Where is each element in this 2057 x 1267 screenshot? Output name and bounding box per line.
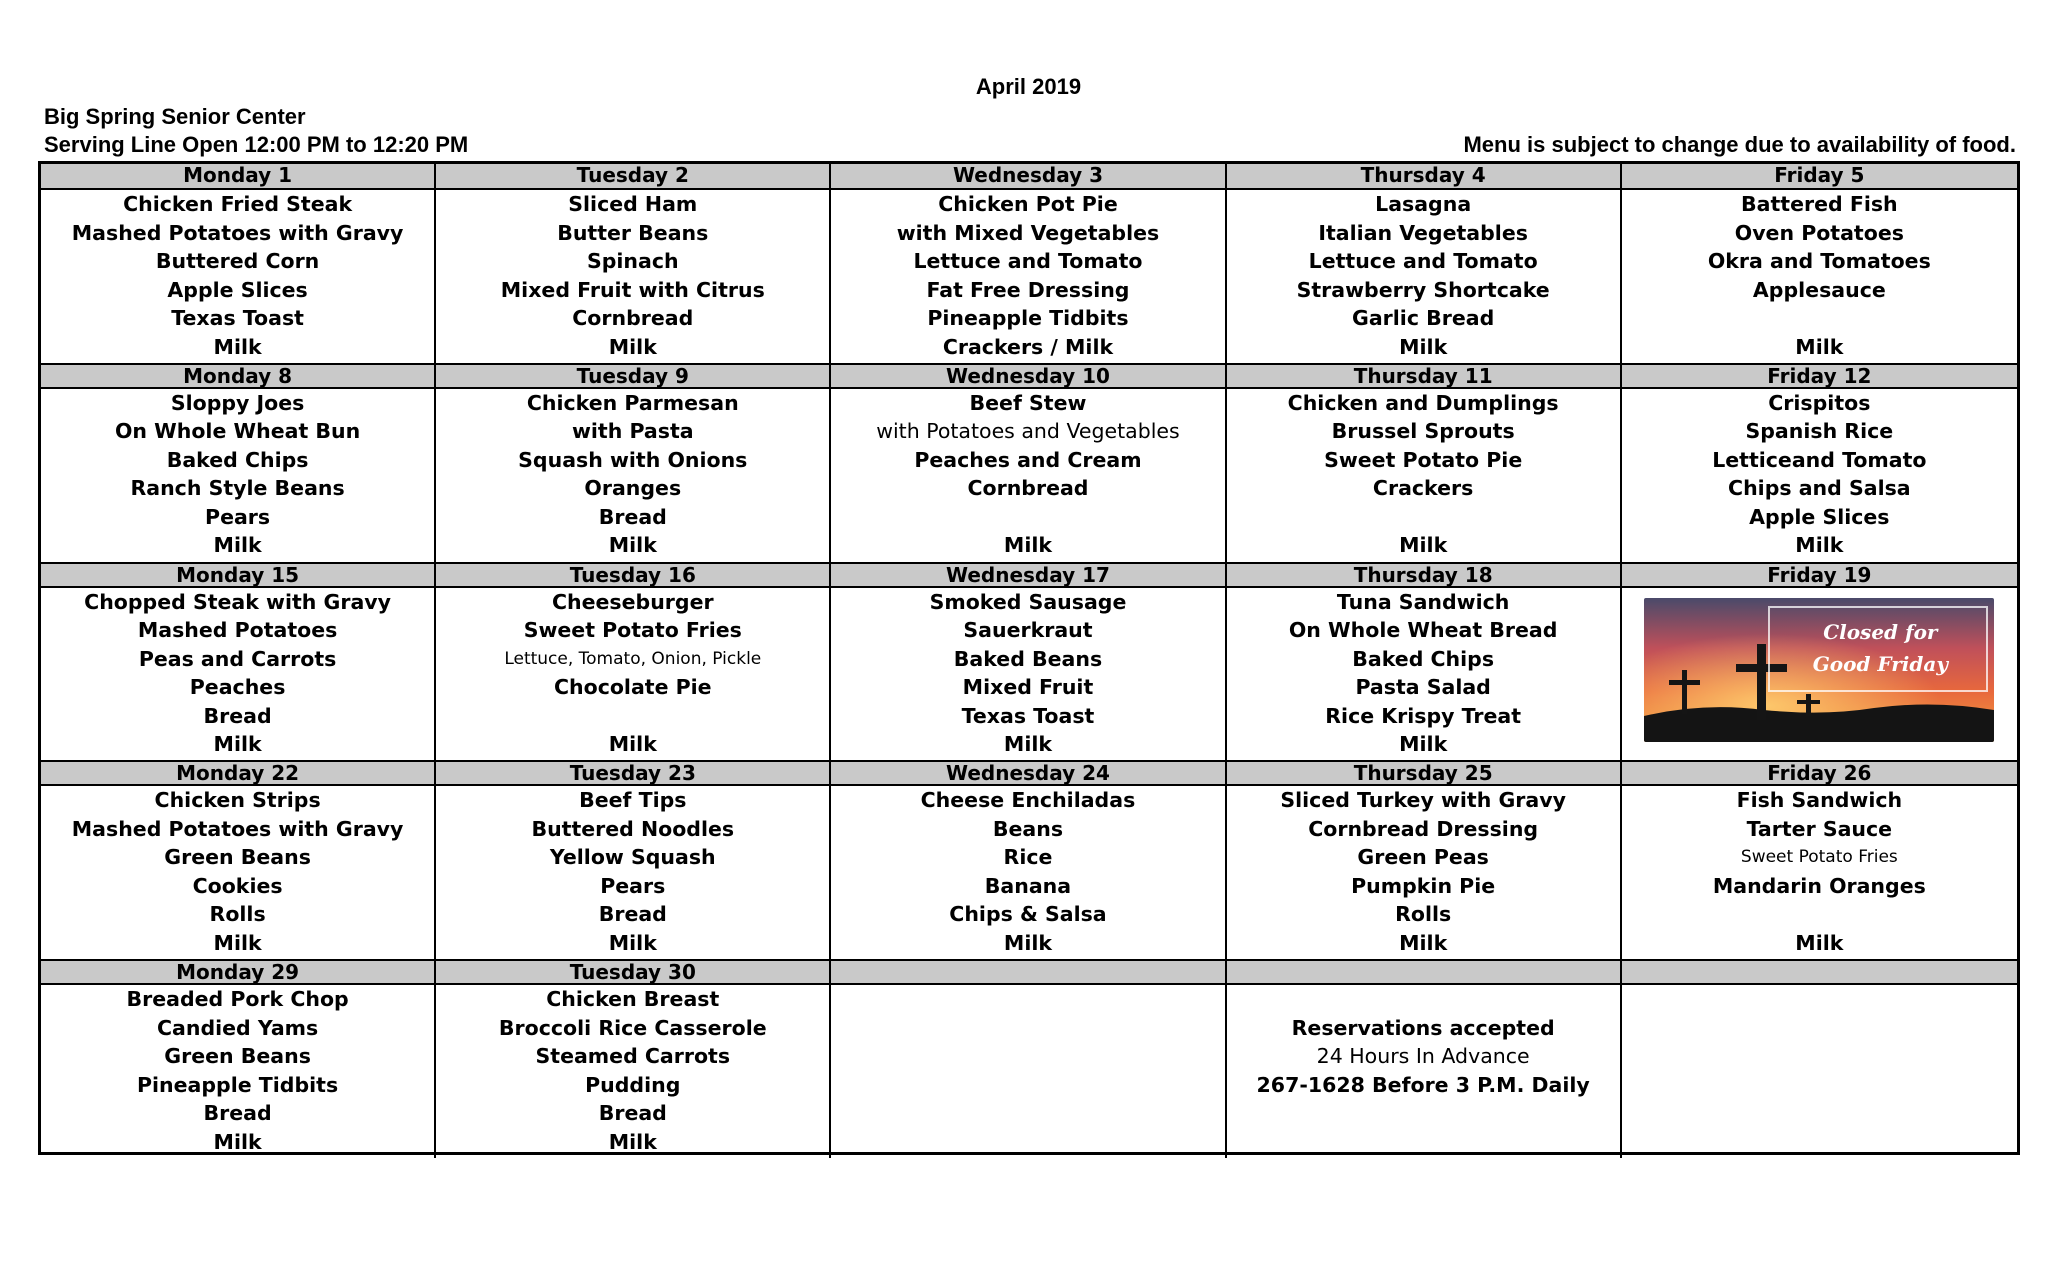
menu-items xyxy=(436,786,829,959)
menu-item: Spanish Rice xyxy=(1745,419,1894,444)
day-header: Thursday 18 xyxy=(1227,562,1620,588)
menu-item: Bread xyxy=(598,504,667,529)
menu-item: Cheese Enchiladas xyxy=(920,788,1136,813)
day-cell xyxy=(831,363,1226,562)
day-header: Wednesday 17 xyxy=(831,562,1224,588)
day-header xyxy=(1227,959,1620,985)
day-cell xyxy=(436,164,831,363)
menu-item: Apple Slices xyxy=(167,277,308,302)
menu-item: Garlic Bread xyxy=(1352,306,1495,330)
menu-item: Crackers xyxy=(1372,476,1474,501)
menu-item: Milk xyxy=(213,732,262,757)
menu-item: Milk xyxy=(608,732,657,757)
menu-item: Applesauce xyxy=(1752,277,1886,302)
menu-item: 267-1628 Before 3 P.M. Daily xyxy=(1256,1072,1590,1097)
menu-item: Baked Chips xyxy=(166,447,309,472)
menu-item: Ranch Style Beans xyxy=(130,476,345,501)
menu-item: Lasagna xyxy=(1375,192,1472,216)
menu-items xyxy=(831,786,1224,959)
menu-items xyxy=(1622,985,2017,1158)
day-header xyxy=(831,959,1224,985)
menu-item: On Whole Wheat Bun xyxy=(114,419,361,444)
day-header: Monday 1 xyxy=(41,164,434,190)
day-header: Tuesday 9 xyxy=(436,363,829,389)
menu-item: Chocolate Pie xyxy=(553,675,712,700)
menu-item: Cheeseburger xyxy=(551,589,714,614)
menu-item: Texas Toast xyxy=(961,703,1095,728)
menu-item xyxy=(831,1071,1224,1099)
menu-item: Buttered Noodles xyxy=(531,816,735,841)
menu-item xyxy=(1622,1099,2017,1127)
menu-item xyxy=(1622,900,2017,928)
menu-items xyxy=(41,190,434,363)
menu-items xyxy=(1227,588,1620,761)
menu-item xyxy=(436,702,829,730)
menu-item: Milk xyxy=(1795,930,1844,955)
day-header: Monday 8 xyxy=(41,363,434,389)
menu-items xyxy=(831,985,1224,1158)
menu-items xyxy=(1227,190,1620,363)
menu-item: with Mixed Vegetables xyxy=(896,220,1160,245)
menu-item xyxy=(1227,1099,1620,1127)
day-cell xyxy=(436,760,831,959)
menu-item: Breaded Pork Chop xyxy=(126,987,349,1012)
menu-item: Chopped Steak with Gravy xyxy=(84,589,392,614)
day-cell xyxy=(436,363,831,562)
day-header: Wednesday 10 xyxy=(831,363,1224,389)
menu-item: On Whole Wheat Bread xyxy=(1288,618,1558,643)
day-header: Thursday 25 xyxy=(1227,760,1620,786)
closed-notice xyxy=(1790,616,1970,680)
day-header: Tuesday 30 xyxy=(436,959,829,985)
menu-items xyxy=(831,190,1224,363)
menu-item: Apple Slices xyxy=(1749,504,1890,529)
menu-item: Chicken and Dumplings xyxy=(1287,390,1559,415)
week-row xyxy=(41,760,2017,959)
menu-items xyxy=(436,389,829,562)
closed-notice-line: Closed for xyxy=(1823,619,1938,644)
menu-item xyxy=(1622,1128,2017,1156)
menu-item: Steamed Carrots xyxy=(535,1044,731,1069)
menu-item: Bread xyxy=(203,1101,272,1126)
menu-item: Lettuce and Tomato xyxy=(1308,249,1538,273)
day-header: Tuesday 23 xyxy=(436,760,829,786)
menu-item: Cookies xyxy=(192,873,283,898)
week-row xyxy=(41,363,2017,562)
day-header: Friday 12 xyxy=(1622,363,2017,389)
menu-item: Okra and Tomatoes xyxy=(1707,249,1931,273)
menu-item: Mashed Potatoes with Gravy xyxy=(71,816,404,841)
menu-item xyxy=(831,1099,1224,1127)
day-header: Thursday 11 xyxy=(1227,363,1620,389)
menu-item: Milk xyxy=(213,1129,262,1154)
day-cell xyxy=(41,959,436,1158)
day-header: Wednesday 24 xyxy=(831,760,1224,786)
menu-item: Battered Fish xyxy=(1741,192,1898,216)
menu-item: Strawberry Shortcake xyxy=(1296,277,1550,302)
menu-item: Milk xyxy=(1003,732,1053,757)
menu-item: Baked Beans xyxy=(953,646,1103,671)
menu-item: Bread xyxy=(598,1101,667,1126)
day-cell xyxy=(1227,164,1622,363)
menu-item: Milk xyxy=(1399,334,1448,359)
menu-item: Milk xyxy=(213,930,262,955)
menu-item: Letticeand Tomato xyxy=(1712,447,1927,472)
menu-item: Brussel Sprouts xyxy=(1331,419,1515,444)
menu-item: Peas and Carrots xyxy=(138,646,337,671)
menu-item: Tarter Sauce xyxy=(1746,816,1893,841)
menu-item: Rice Krispy Treat xyxy=(1325,703,1522,728)
menu-item xyxy=(1622,985,2017,1013)
menu-item: Peaches xyxy=(189,675,286,700)
menu-item: Fat Free Dressing xyxy=(926,277,1130,302)
menu-item: Lettuce and Tomato xyxy=(913,249,1143,273)
day-cell xyxy=(436,562,831,761)
day-header: Tuesday 16 xyxy=(436,562,829,588)
menu-item: Cornbread Dressing xyxy=(1308,816,1539,841)
day-header: Friday 5 xyxy=(1622,164,2017,190)
day-cell xyxy=(1227,363,1622,562)
menu-item: Yellow Squash xyxy=(549,845,716,870)
menu-item: Milk xyxy=(1399,533,1448,558)
center-name: Big Spring Senior Center xyxy=(44,104,306,129)
menu-item: 24 Hours In Advance xyxy=(1316,1044,1530,1069)
menu-item: Chips & Salsa xyxy=(949,902,1107,927)
menu-items xyxy=(1622,190,2017,363)
menu-item: Milk xyxy=(608,533,657,558)
day-header: Monday 15 xyxy=(41,562,434,588)
day-cell xyxy=(41,562,436,761)
menu-item xyxy=(831,985,1224,1013)
day-cell xyxy=(831,562,1226,761)
menu-item: Rolls xyxy=(209,902,266,927)
menu-items xyxy=(41,389,434,562)
menu-item: Green Beans xyxy=(164,845,311,870)
day-cell xyxy=(41,363,436,562)
day-header xyxy=(1622,959,2017,985)
day-cell xyxy=(1227,959,1622,1158)
menu-item: Green Beans xyxy=(164,1044,311,1069)
menu-item: Milk xyxy=(1795,533,1844,558)
menu-item: Beef Tips xyxy=(579,788,687,813)
day-cell xyxy=(1622,562,2017,761)
menu-item: Italian Vegetables xyxy=(1318,220,1528,245)
menu-item: Milk xyxy=(213,334,262,359)
day-cell xyxy=(41,760,436,959)
menu-item: Milk xyxy=(608,1129,657,1154)
menu-item: Sweet Potato Fries xyxy=(1740,847,1898,868)
week-row xyxy=(41,562,2017,761)
menu-item: Pumpkin Pie xyxy=(1351,873,1496,898)
menu-item: Fish Sandwich xyxy=(1736,788,1903,813)
menu-item: Sloppy Joes xyxy=(170,390,305,415)
menu-item xyxy=(831,503,1224,531)
menu-item: Oranges xyxy=(584,476,682,501)
menu-items xyxy=(1227,389,1620,562)
menu-items xyxy=(1227,985,1620,1158)
menu-item: Peaches and Cream xyxy=(914,447,1142,472)
menu-item: Mandarin Oranges xyxy=(1712,873,1926,898)
menu-item xyxy=(1622,1071,2017,1099)
menu-item: Chicken Fried Steak xyxy=(123,192,353,216)
day-cell xyxy=(1622,164,2017,363)
menu-item: Beans xyxy=(992,816,1064,841)
menu-item xyxy=(1227,503,1620,531)
menu-item: Mixed Fruit with Citrus xyxy=(500,277,765,302)
day-cell xyxy=(831,760,1226,959)
menu-item: Reservations accepted xyxy=(1291,1015,1555,1040)
day-cell xyxy=(831,164,1226,363)
menu-items xyxy=(831,389,1224,562)
menu-item: Mashed Potatoes with Gravy xyxy=(71,220,404,245)
menu-item: Pears xyxy=(600,873,666,898)
menu-item: Candied Yams xyxy=(156,1015,319,1040)
day-cell xyxy=(1622,959,2017,1158)
menu-item: Milk xyxy=(1003,533,1053,558)
menu-item xyxy=(1622,304,2017,332)
menu-item: Chicken Breast xyxy=(546,987,720,1012)
serving-hours: Serving Line Open 12:00 PM to 12:20 PM xyxy=(44,132,469,157)
day-cell xyxy=(1622,363,2017,562)
menu-item: Pasta Salad xyxy=(1355,675,1491,700)
menu-item: Sliced Turkey with Gravy xyxy=(1280,788,1566,813)
menu-item: with Potatoes and Vegetables xyxy=(876,419,1180,444)
menu-item: Milk xyxy=(608,930,657,955)
menu-item: Bread xyxy=(598,902,667,927)
menu-item: Baked Chips xyxy=(1352,646,1495,671)
menu-item: Chips and Salsa xyxy=(1728,476,1911,501)
menu-items xyxy=(41,985,434,1158)
menu-items xyxy=(436,588,829,761)
menu-item xyxy=(831,1042,1224,1070)
menu-item: Sliced Ham xyxy=(568,192,698,216)
menu-item: with Pasta xyxy=(571,419,694,444)
availability-notice: Menu is subject to change due to availability of food. xyxy=(1463,132,2016,157)
menu-item: Milk xyxy=(1399,930,1448,955)
day-header: Monday 22 xyxy=(41,760,434,786)
menu-item: Buttered Corn xyxy=(155,249,320,273)
menu-item: Sweet Potato Pie xyxy=(1324,447,1523,472)
day-header: Monday 29 xyxy=(41,959,434,985)
menu-item: Beef Stew xyxy=(969,390,1087,415)
day-header: Tuesday 2 xyxy=(436,164,829,190)
menu-item: Mashed Potatoes xyxy=(137,618,338,643)
menu-item xyxy=(1622,1042,2017,1070)
menu-items xyxy=(436,985,829,1158)
day-header: Friday 19 xyxy=(1622,562,2017,588)
good-friday-image xyxy=(1644,598,1994,742)
day-header: Friday 26 xyxy=(1622,760,2017,786)
menu-item: Milk xyxy=(608,334,657,359)
menu-item: Chicken Strips xyxy=(154,788,321,813)
menu-item: Crispitos xyxy=(1768,390,1871,415)
menu-item: Cornbread xyxy=(572,306,694,330)
day-cell xyxy=(1622,760,2017,959)
day-cell xyxy=(831,959,1226,1158)
closed-notice-line: Good Friday xyxy=(1812,651,1948,676)
menu-item: Chicken Parmesan xyxy=(526,390,739,415)
menu-item xyxy=(1622,1014,2017,1042)
day-header: Wednesday 3 xyxy=(831,164,1224,190)
menu-item: Pineapple Tidbits xyxy=(137,1072,339,1097)
menu-item: Tuna Sandwich xyxy=(1336,589,1510,614)
menu-item: Squash with Onions xyxy=(518,447,748,472)
menu-item xyxy=(831,1014,1224,1042)
menu-item: Sauerkraut xyxy=(963,618,1093,643)
menu-item: Pears xyxy=(205,504,271,529)
menu-item: Crackers / Milk xyxy=(942,334,1114,359)
menu-item: Broccoli Rice Casserole xyxy=(498,1015,767,1040)
menu-items xyxy=(1622,389,2017,562)
menu-calendar-grid xyxy=(38,161,2020,1155)
month-title: April 2019 xyxy=(975,74,1082,99)
menu-item: Lettuce, Tomato, Onion, Pickle xyxy=(504,648,762,669)
menu-items xyxy=(41,786,434,959)
menu-item: Smoked Sausage xyxy=(929,589,1127,614)
menu-item xyxy=(831,1128,1224,1156)
day-cell xyxy=(1227,760,1622,959)
menu-item: Green Peas xyxy=(1357,845,1489,870)
menu-item: Oven Potatoes xyxy=(1734,220,1904,245)
menu-item: Milk xyxy=(1795,334,1844,359)
day-cell xyxy=(1227,562,1622,761)
menu-items xyxy=(1622,588,2017,761)
menu-item: Pudding xyxy=(585,1072,681,1097)
week-row xyxy=(41,164,2017,363)
menu-items xyxy=(831,588,1224,761)
menu-item: Milk xyxy=(1399,732,1448,757)
menu-item xyxy=(1227,1128,1620,1156)
menu-item: Banana xyxy=(984,873,1072,898)
day-cell xyxy=(436,959,831,1158)
menu-item: Spinach xyxy=(586,249,679,273)
menu-item: Milk xyxy=(213,533,262,558)
menu-item: Chicken Pot Pie xyxy=(938,192,1118,216)
day-header: Thursday 4 xyxy=(1227,164,1620,190)
menu-item: Cornbread xyxy=(967,476,1089,501)
menu-item: Rolls xyxy=(1395,902,1452,927)
week-row xyxy=(41,959,2017,1158)
menu-item: Bread xyxy=(203,703,272,728)
menu-items xyxy=(436,190,829,363)
menu-items xyxy=(41,588,434,761)
day-cell xyxy=(41,164,436,363)
menu-item xyxy=(1227,985,1620,1013)
menu-items xyxy=(1227,786,1620,959)
menu-item: Mixed Fruit xyxy=(962,675,1094,700)
menu-item: Sweet Potato Fries xyxy=(523,618,742,643)
menu-item: Rice xyxy=(1003,845,1053,870)
menu-item: Butter Beans xyxy=(557,220,709,245)
menu-item: Milk xyxy=(1003,930,1053,955)
menu-items xyxy=(1622,786,2017,959)
menu-item: Texas Toast xyxy=(171,306,304,330)
menu-item: Pineapple Tidbits xyxy=(927,306,1129,330)
